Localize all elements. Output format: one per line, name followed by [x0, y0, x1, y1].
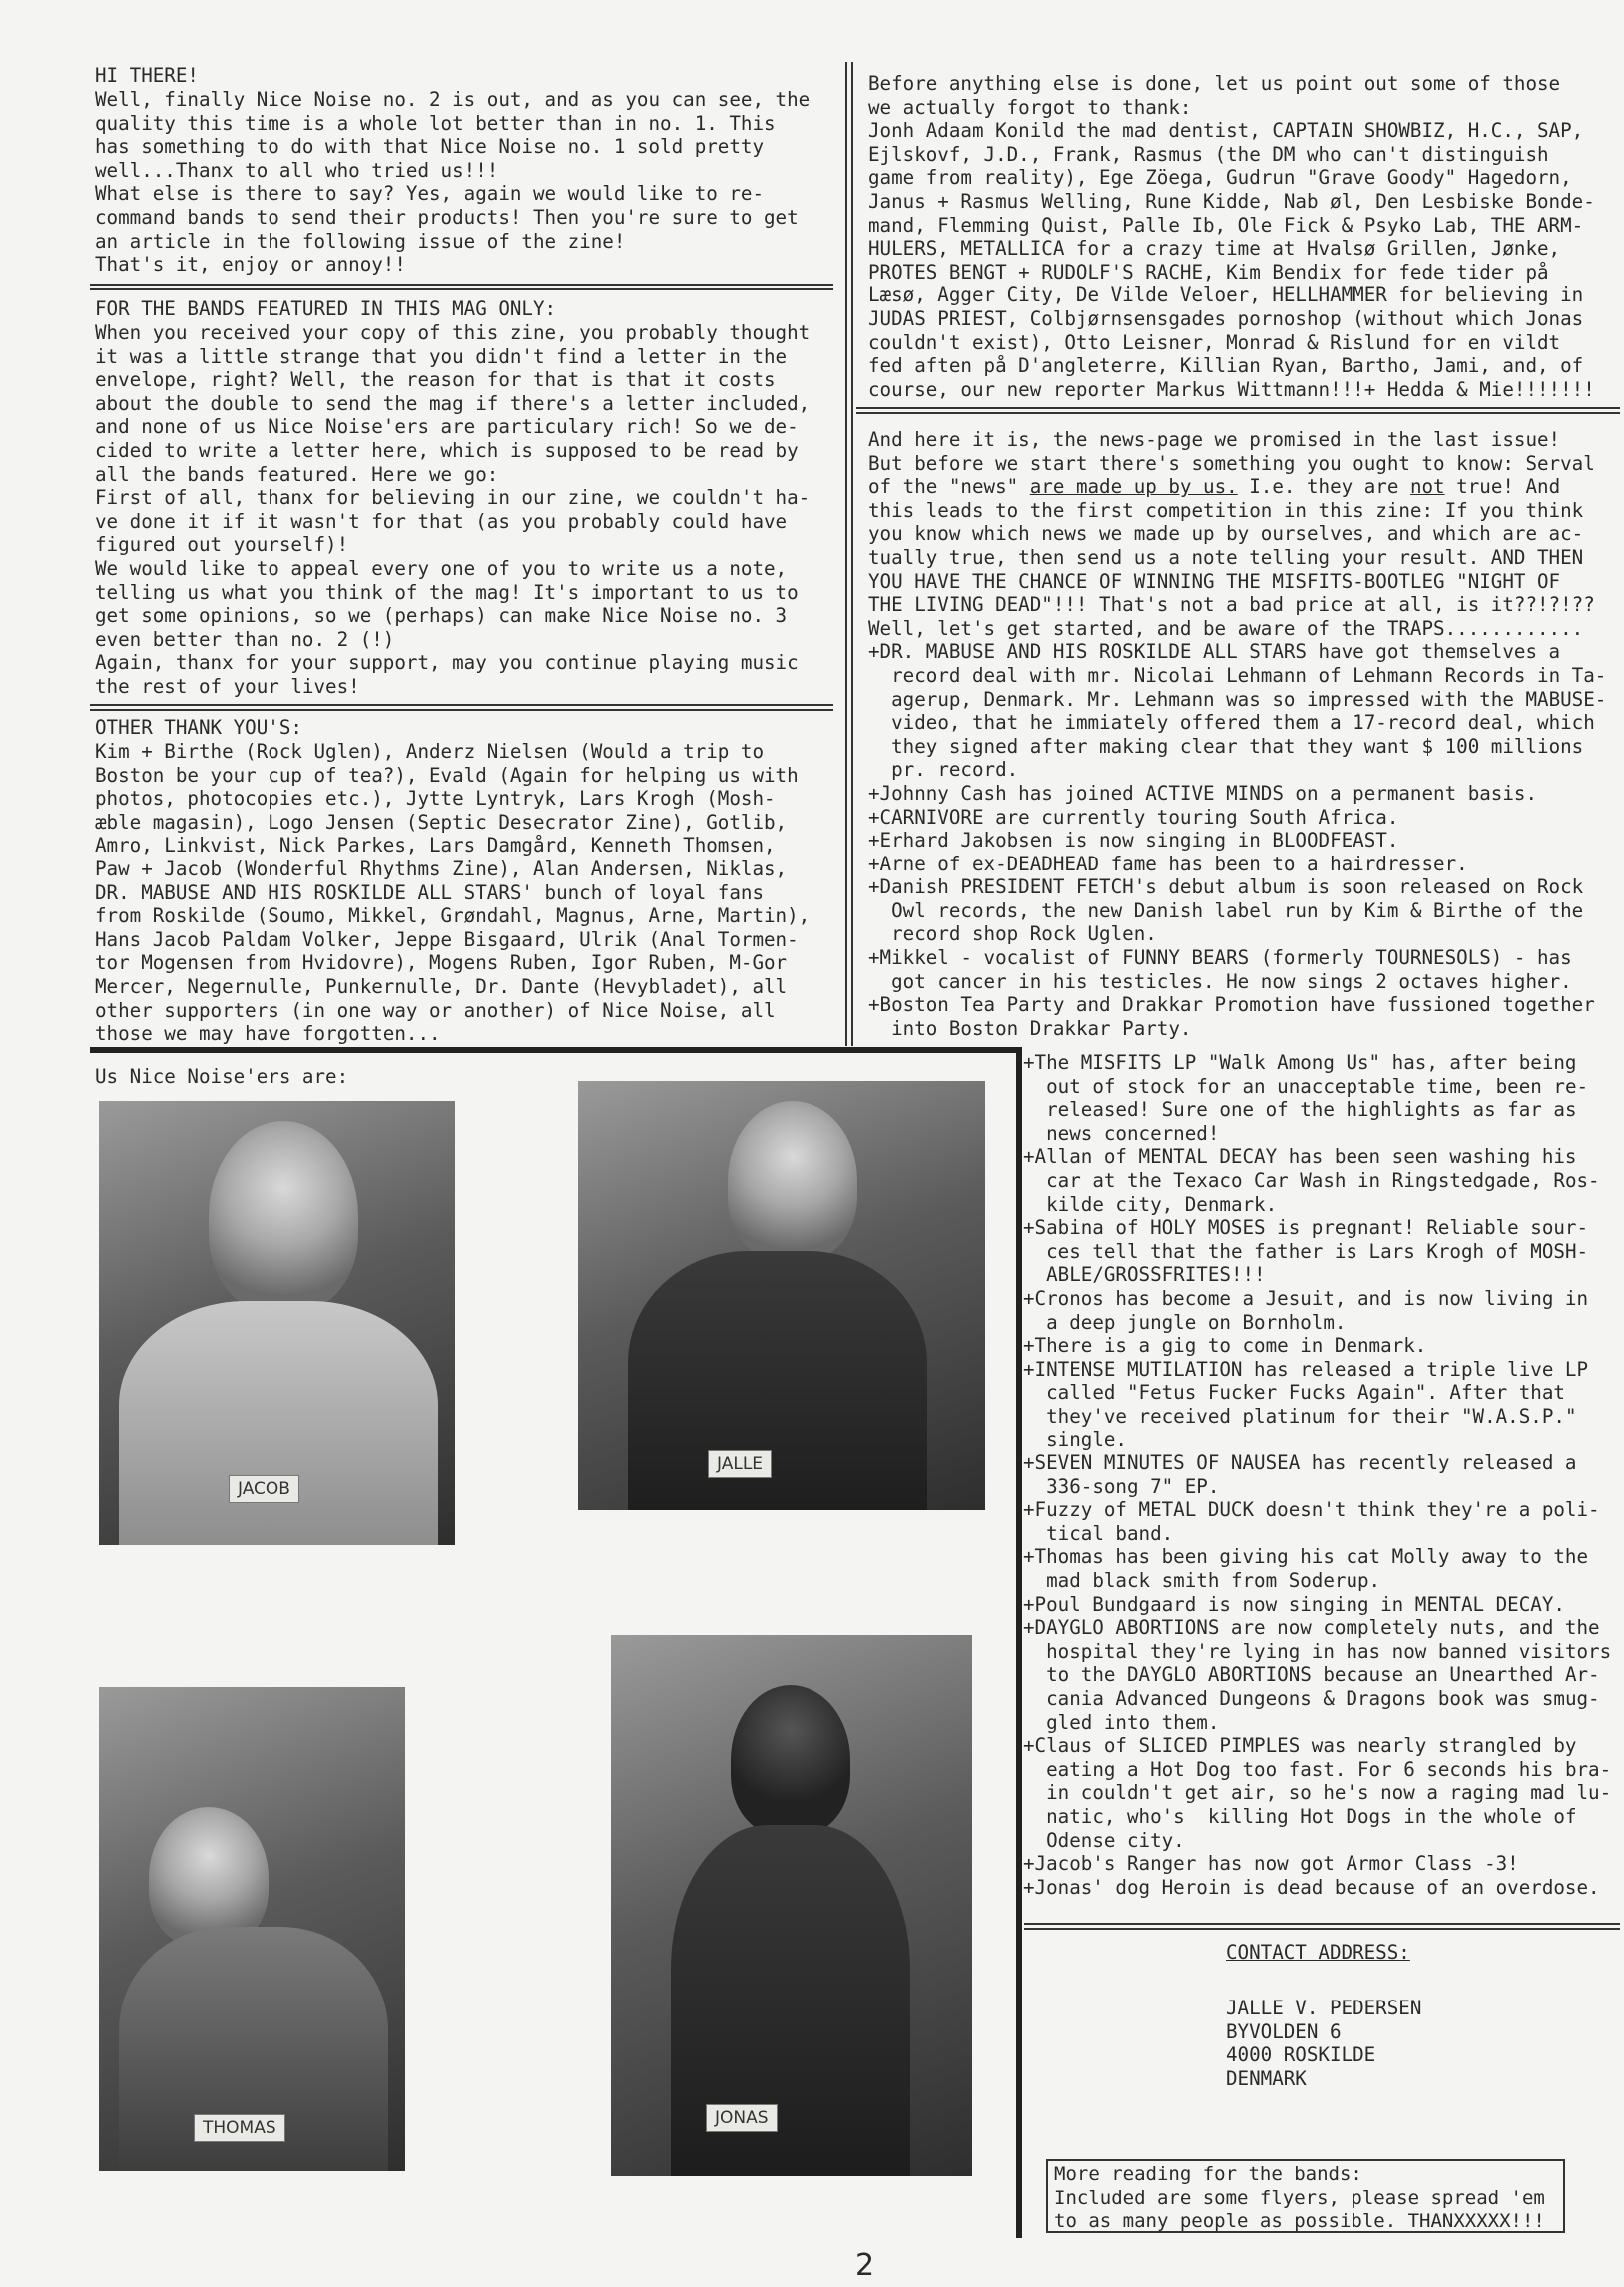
photo-jalle [578, 1081, 985, 1510]
photo-thomas [99, 1687, 405, 2171]
other-thanks-body: Kim + Birthe (Rock Uglen), Anderz Nielsen (Would a trip to Boston be your cup of tea?), Evald (Again for helping us with photos, photocopies etc.), Jytte Lyntryk, Lars Krogh (Mosh- æble magasin), Logo Jensen (Septic Desecrator Zine), Gotlib, Amro, Linkvist, Nick Parkes, Lars Damgård, Kenneth Thomsen, Paw + Jacob (Wonderful Rhythms Zine), Alan Andersen, Niklas, DR. MABUSE AND HIS ROSKILDE ALL STARS' bunch of loyal fans from Roskilde (Soumo, Mikkel, Grøndahl, Magnus, Arne, Martin), Hans Jacob Paldam Volker, Jeppe Bisgaard, Ulrik (Anal Tormen- tor Mogensen from Hvidovre), Mogens Ruben, Igor Ruben, M-Gor Mercer, Negernulle, Punkernulle, Dr. Dante (Hevybladet), all other supporters (in one way or another) of Nice Noise, all those we may have forgotten... [95, 740, 811, 1046]
section-divider [90, 704, 833, 711]
column-divider [845, 62, 847, 1046]
section-divider [1024, 1923, 1620, 1925]
intro-heading: HI THERE! [95, 64, 199, 87]
bands-body: When you received your copy of this zine, you probably thought it was a little strange that you didn't find a letter in the envelope, right? Well, the reason for that is that it costs about the double to send the mag if there's a letter included, and none of us Nice Noise'ers are particulary rich! So we de- cided to write a letter here, which is supposed to be read by all the bands featured. Here we go: First of all, thanx for believing in our zine, we couldn't ha- ve done it if it wasn't for that (as you probably could have figured out yourself)! We would like to appeal every one of you to write us a note, telling us what you think of the mag! It's important to us to get some opinions, so we (perhaps) can make Nice Noise no. 3 even better than no. 2 (!) Again, thanx for your support, may you continue playing music the rest of your lives! [95, 321, 811, 698]
contact-address: JALLE V. PEDERSEN BYVOLDEN 6 4000 ROSKILDE DENMARK [1226, 1997, 1422, 2090]
nametag-jalle: JALLE [708, 1450, 772, 1478]
column-divider [851, 62, 853, 1046]
section-divider [90, 284, 833, 290]
other-thanks-heading: OTHER THANK YOU'S: [95, 716, 302, 739]
forgot-thanks-body: Before anything else is done, let us point out some of those we actually forgot to thank: Jonh Adaam Konild the mad dentist, CAPTAIN SHOWBIZ, H.C., SAP, Ejlskovf, J.D., Frank, Rasmus (the DM who can't distinguish game from reality), Ege Zöega, Gudrun "Grave Goody" Hagedorn, Janus + Rasmus Welling, Rune Kidde, Nab øl, Den Lesbiske Bonde- mand, Flemming Quist, Palle Ib, Ole Fick & Psyko Lab, THE ARM- HULERS, METALLICA for a crazy time at Hvalsø Grillen, Jønke, PROTES BENGT + RUDOLF'S RACHE, Kim Bendix for fede tider på Læsø, Agger City, De Vilde Veloer, HELLHAMMER for believing in JUDAS PRIEST, Colbjørnsensgades pornoshop (without which Jonas couldn't exist), Otto Leisner, Monrad & Rislund for en vildt fed aften på D'angleterre, Killian Ryan, Bartho, Jami, and, of course, our new reporter Markus Wittmann!!!+ Hedda & Mie!!!!!!! [868, 72, 1595, 401]
bands-heading: FOR THE BANDS FEATURED IN THIS MAG ONLY: [95, 297, 557, 320]
photo-jacob [99, 1101, 455, 1545]
section-divider [1024, 1928, 1620, 1930]
news-intro: And here it is, the news-page we promised in the last issue! But before we start there's something you ought to know: Serval of the "news" are made up by us. I.e. they are not true! And this leads to the first competition in this zine: If you think you know which news we made up by ourselves, and which are ac- tually true, then send us a note telling your result. AND THEN YOU HAVE THE CHANCE OF WINNING THE MISFITS-BOOTLEG "NIGHT OF THE LIVING DEAD"!!! That's not a bad price at all, is it??!?!?? Well, let's get started, and be aware of the TRAPS............ +DR. MABUSE AND HIS ROSKILDE ALL STARS have got themselves a record deal with mr. Nicolai Lehmann of Lehmann Records in Ta- agerup, Denmark. Mr. Lehmann was so impressed with the MABUSE- video, that he immiately offered them a 17-record deal, which they signed after making clear that they want $ 100 millions pr. record. +Johnny Cash has joined ACTIVE MINDS on a permanent basis. +CARNIVORE are currently touring South Africa. +Erhard Jakobsen is now singing in BLOODFEAST. +Arne of ex-DEADHEAD fame has been to a hairdresser. +Danish PRESIDENT FETCH's debut album is soon released on Rock Owl records, the new Danish label run by Kim & Birthe of the record shop Rock Uglen. +Mikkel - vocalist of FUNNY BEARS (formerly TOURNESOLS) - has got cancer in his testicles. He now sings 2 octaves higher. +Boston Tea Party and Drakkar Promotion have fussioned together into Boston Drakkar Party. [868, 428, 1607, 1040]
nametag-jacob: JACOB [229, 1475, 299, 1503]
more-reading-box: More reading for the bands: Included are some flyers, please spread 'em to as many people as possible. THANXXXXX!!! [1046, 2159, 1565, 2233]
news-continued: +The MISFITS LP "Walk Among Us" has, after being out of stock for an unacceptable time, been re- released! Sure one of the highlights as far as news concerned! +Allan of MENTAL DECAY has been seen washing his car at the Texaco Car Wash in Ringstedgade, Ros- kilde city, Denmark. +Sabina of HOLY MOSES is pregnant! Reliable sour- ces tell that the father is Lars Krogh of MOSH- ABLE/GROSSFRITES!!! +Cronos has become a Jesuit, and is now living in a deep jungle on Bornholm. +There is a gig to come in Denmark. +INTENSE MUTILATION has released a triple live LP called "Fetus Fucker Fucks Again". After that they've received platinum for their "W.A.S.P." single. +SEVEN MINUTES OF NAUSEA has recently released a 336-song 7" EP. +Fuzzy of METAL DUCK doesn't think they're a poli- tical band. +Thomas has been giving his cat Molly away to the mad black smith from Soderup. +Poul Bundgaard is now singing in MENTAL DECAY. +DAYGLO ABORTIONS are now completely nuts, and the hospital they're lying in has now banned visitors to the DAYGLO ABORTIONS because an Unearthed Ar- cania Advanced Dungeons & Dragons book was smug- gled into them. +Claus of SLICED PIMPLES was nearly strangled by eating a Hot Dog too fast. For 6 seconds his bra- in couldn't get air, so he's now a raging mad lu- natic, who's killing Hot Dogs in the whole of Odense city. +Jacob's Ranger has now got Armor Class -3! +Jonas' dog Heroin is dead because of an overdose. [1023, 1051, 1612, 1899]
intro-body: Well, finally Nice Noise no. 2 is out, and as you can see, the quality this time is a whole lot better than in no. 1. This has something to do with that Nice Noise no. 1 sold pretty well...Thanx to all who tried us!!! What else is there to say? Yes, again we would like to re- command bands to send their products! Then you're sure to get an article in the following issue of the zine! That's it, enjoy or annoy!! [95, 88, 811, 277]
page-number: 2 [855, 2248, 875, 2283]
nametag-jonas: JONAS [706, 2104, 778, 2132]
members-heading: Us Nice Noise'ers are: [95, 1065, 349, 1088]
section-divider [856, 407, 1620, 414]
contact-title: CONTACT ADDRESS: [1226, 1941, 1410, 1964]
nametag-thomas: THOMAS [194, 2114, 285, 2142]
photo-jonas [611, 1635, 972, 2176]
